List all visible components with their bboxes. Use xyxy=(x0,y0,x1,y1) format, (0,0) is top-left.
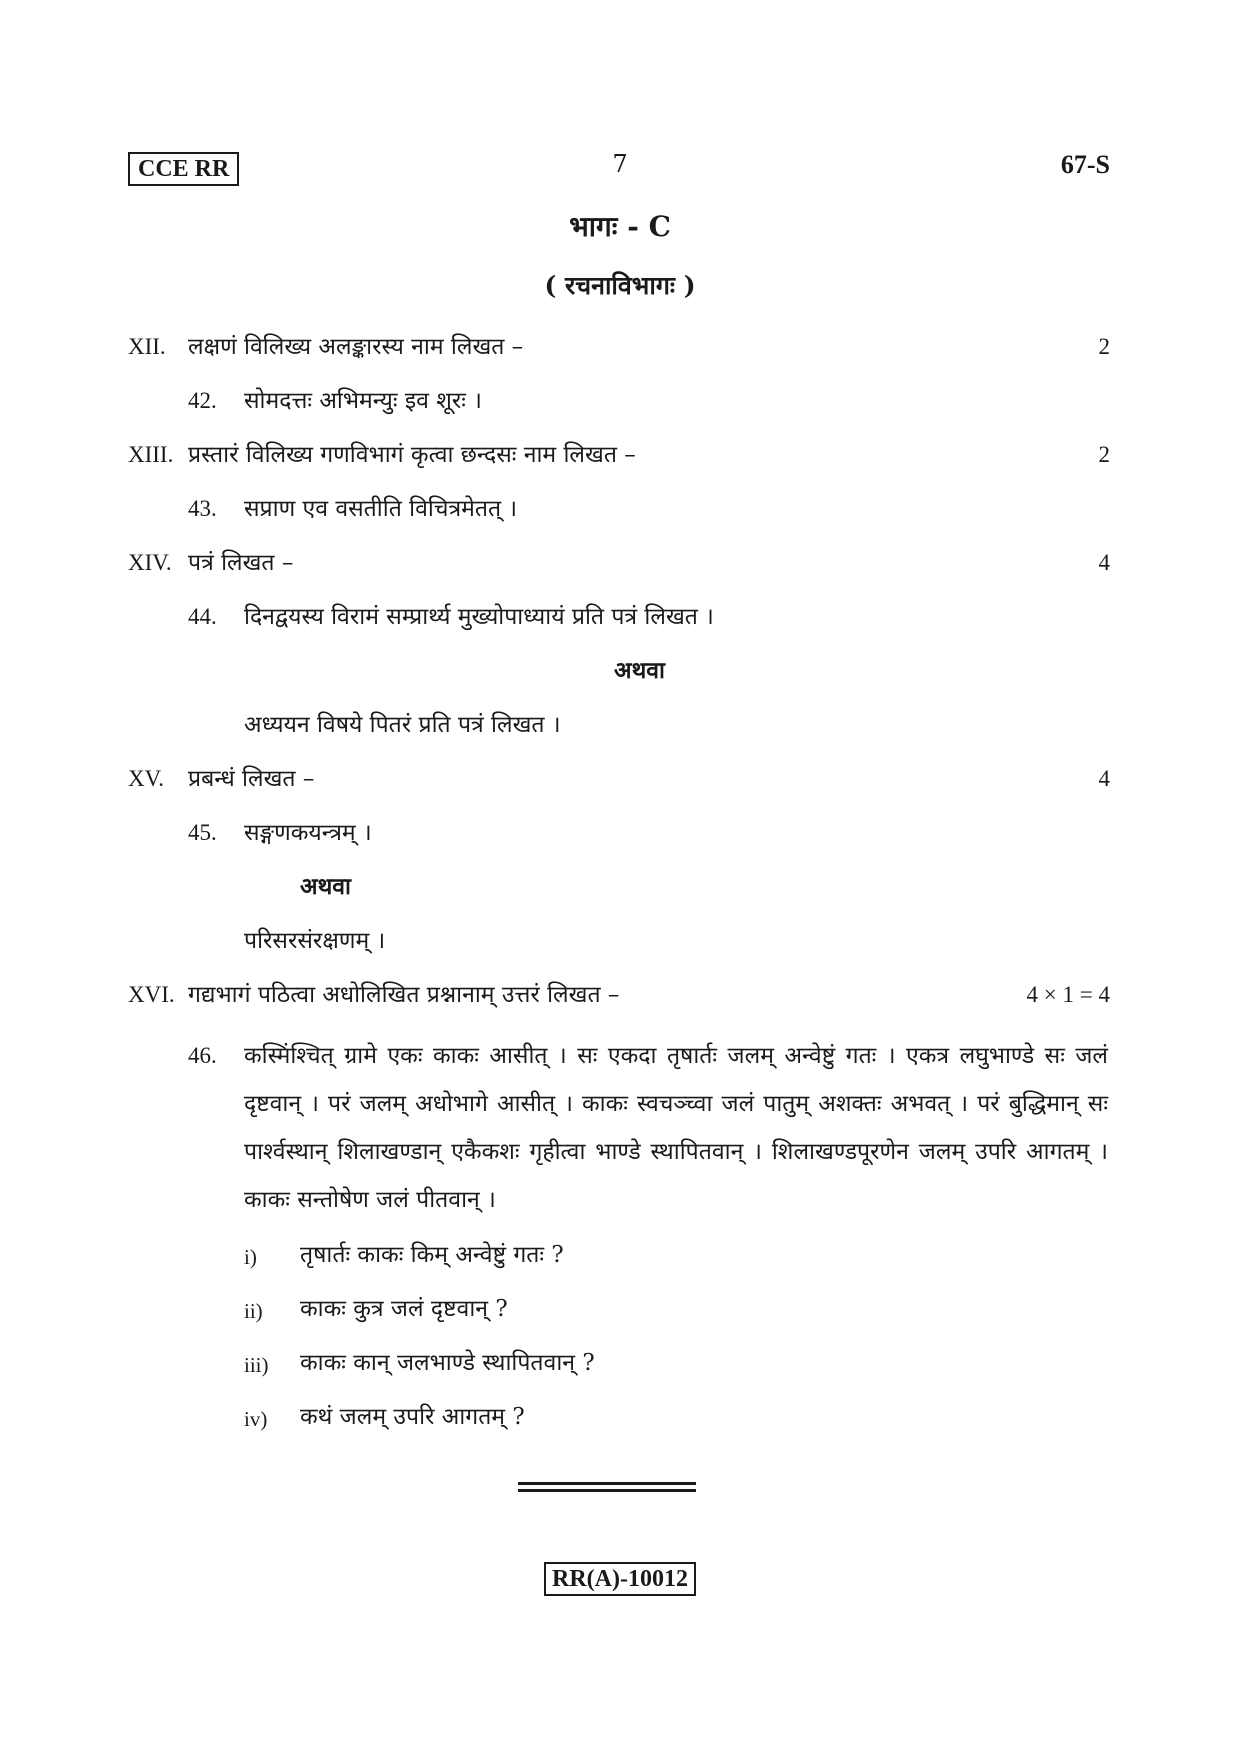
header-box-label: CCE RR xyxy=(128,152,239,186)
marks: 4 × 1 = 4 xyxy=(1026,982,1110,1007)
or-label: अथवा xyxy=(614,657,666,684)
question-number: XIV. xyxy=(128,550,172,575)
item-text: दिनद्वयस्य विरामं सम्प्रार्थ्य मुख्योपाध्यायं प्रति पत्रं लिखत । xyxy=(244,604,714,630)
question-number: XVI. xyxy=(128,982,175,1007)
item-number: 44. xyxy=(188,604,217,629)
alternative-text: परिसरसंरक्षणम् । xyxy=(244,928,386,954)
sub-question-text: कथं जलम् उपरि आगतम् ? xyxy=(300,1404,525,1430)
question-text: प्रस्तारं विलिख्य गणविभागं कृत्वा छन्दसः नाम लिखत – xyxy=(188,442,636,468)
question-number: XIII. xyxy=(128,442,174,467)
passage-text: कस्मिंश्चित् ग्रामे एकः काकः आसीत् । सः एकदा तृषार्तः जलम् अन्वेष्टुं गतः । एकत्र लघुभाण्डे सः जलं दृष्टवान् । परं जलम् अधोभागे आसीत् । काकः स्वचञ्च्वा जलं पातुम् अशक्तः अभवत् । परं बुद्धिमान् सः पार्श्वस्थान् शिलाखण्डान् एकैकशः गृहीत्वा भाण्डे स्थापितवान् । शिलाखण्डपूरणेन जलम् उपरि आगतम् । काकः सन्तोषेण जलं पीतवान् । xyxy=(244,1043,1108,1213)
item-number: 43. xyxy=(188,496,217,521)
end-rule-bottom xyxy=(518,1489,696,1492)
section-subtitle: ( रचनाविभागः ) xyxy=(544,271,696,300)
page-number: 7 xyxy=(612,150,628,178)
sub-question-number: iv) xyxy=(244,1407,268,1431)
item-text: सङ्गणकयन्त्रम् । xyxy=(244,820,372,846)
sub-question-number: i) xyxy=(244,1245,257,1269)
question-text: गद्यभागं पठित्वा अधोलिखित प्रश्नानाम् उत्तरं लिखत – xyxy=(188,982,620,1008)
end-rule-top xyxy=(518,1482,696,1485)
sub-question-number: ii) xyxy=(244,1299,263,1323)
or-label: अथवा xyxy=(300,873,352,900)
section-title: भागः - C xyxy=(569,210,671,243)
sub-question-number: iii) xyxy=(244,1353,269,1377)
item-number: 46. xyxy=(188,1043,217,1068)
item-number: 42. xyxy=(188,388,217,413)
item-number: 45. xyxy=(188,820,217,845)
item-text: सप्राण एव वसतीति विचित्रमेतत् । xyxy=(244,496,518,522)
question-text: पत्रं लिखत – xyxy=(188,550,294,576)
paper-code: 67-S xyxy=(1060,150,1110,179)
marks: 4 xyxy=(1098,550,1110,575)
marks: 2 xyxy=(1098,334,1110,359)
sub-question-text: काकः कान् जलभाण्डे स्थापितवान् ? xyxy=(300,1350,595,1376)
marks: 2 xyxy=(1098,442,1110,467)
question-text: लक्षणं विलिख्य अलङ्कारस्य नाम लिखत – xyxy=(188,334,524,360)
marks: 4 xyxy=(1098,766,1110,791)
sub-question-text: तृषार्तः काकः किम् अन्वेष्टुं गतः ? xyxy=(300,1242,564,1268)
footer xyxy=(0,1562,1240,1596)
question-number: XII. xyxy=(128,334,166,359)
question-number: XV. xyxy=(128,766,165,791)
alternative-text: अध्ययन विषये पितरं प्रति पत्रं लिखत । xyxy=(244,712,561,738)
item-text: सोमदत्तः अभिमन्युः इव शूरः । xyxy=(244,388,482,414)
footer-code: RR(A)-10012 xyxy=(544,1562,696,1596)
sub-question-text: काकः कुत्र जलं दृष्टवान् ? xyxy=(300,1296,508,1322)
question-text: प्रबन्धं लिखत – xyxy=(188,766,315,792)
